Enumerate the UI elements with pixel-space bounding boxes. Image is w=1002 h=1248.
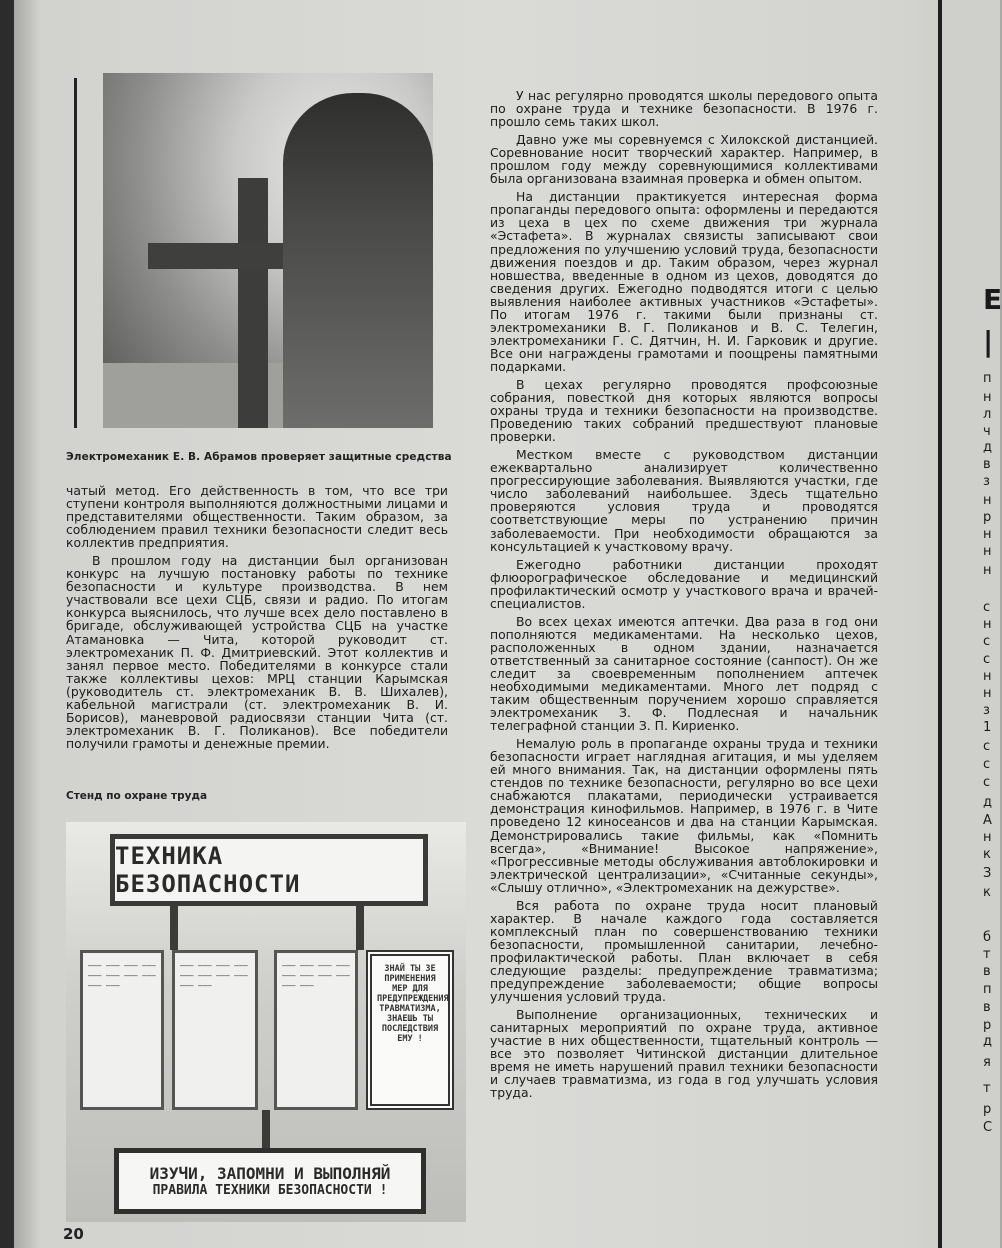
left-text-column [66,484,448,750]
margin-rule [74,78,77,428]
right-paragraph: У нас регулярно проводятся школы передового опыта по охране труда и технике безопасности. В 1976 г. прошло семь таких школ. [490,88,878,130]
next-page-fragment: н [983,493,992,508]
next-page-fragment: н [983,686,992,701]
next-page-fragment: я [983,1055,991,1070]
photo-safety-stand [66,822,466,1222]
next-page-fragment: н [983,563,992,578]
stand-header-text: ТЕХНИКА БЕЗОПАСНОСТИ [115,842,301,898]
stand-post [170,906,178,950]
next-page-fragment: б [983,930,992,945]
next-page-fragment: н [983,390,992,405]
right-paragraph: Выполнение организационных, технических и санитарных мероприятий по охране труда, активное участие в них общественности, тщательный контроль — все это позволяет Читинской дистанции длительное время не иметь нарушений правил техники безопасности и случаев травматизма, из года в год улучшать условия труда. [490,1007,878,1101]
next-page-fragment: с [983,600,991,615]
next-page-fragment: н [983,669,992,684]
stand-header-board [110,834,428,906]
right-paragraph: Немалую роль в пропаганде охраны труда и техники безопасности играет наглядная агитация, и мы уделяем ей много внимания. Так, на дистанции оформлены пять стендов по технике безопасности, регулярно во все цехи снабжаются плакатами, периодически устраивается демонстрация кинофильмов. Например, в 1976 г. в Чите проведено 12 киносеансов и два на станции Карымская. Демонстрировались такие фильмы, как «Помнить всегда», «Внимание! Высокое напряжение», «Прогрессивные методы обслуживания автоблокировки и электрической централизации», «Считанные секунды», «Слышу отлично», «Электромеханик на дежурстве». [490,736,878,895]
next-page-fragment: р [983,1102,992,1117]
next-page-fragment: н [983,617,992,632]
next-page-fragment: к [983,885,991,900]
stand-post [356,906,364,950]
stand-footer-board [114,1148,426,1214]
next-page-fragment: р [983,1018,992,1033]
next-page-fragment: с [983,652,991,667]
right-paragraph: Ежегодно работники дистанции проходят флюорографическое обследование и медицинский профилактический осмотр у участкового врача и врачей-специалистов. [490,556,878,611]
page-number: 20 [63,1225,84,1243]
stand-footer-line2: ПРАВИЛА ТЕХНИКИ БЕЗОПАСНОСТИ ! [152,1183,388,1198]
photo-person [283,93,433,428]
right-paragraph: Местком вместе с руководством дистанции ежеквартально анализирует количественно прогрессирующие заболевания. Выявляются участки, где число заболеваний наибольшее. Здесь тщательно проверяются условия труда и проводятся соответствующие меры по устранению причин заболеваемости. При необходимости обращаются за консультацией к участковому врачу. [490,447,878,554]
next-page-fragment: ч [983,424,991,439]
next-page-fragment: 1 [983,720,992,735]
photo-electromechanic [103,73,433,428]
next-page-fragment: з [983,703,990,718]
right-paragraph: Во всех цехах имеются аптечки. Два раза в год они пополняются медикаментами. На несколько цехов, расположенных в одном здании, назначается ответственный за санитарное состояние (санпост). Он же следит за своевременным пополнением аптечек необходимыми медикаментами. Много лет подряд с таким общественным поручением хорошо справляется электромеханик З. Ф. Подлесная и начальник телеграфной станции З. П. Кириенко. [490,613,878,734]
next-page-fragment: р [983,510,992,525]
left-paragraph: чатый метод. Его действенность в том, что все три ступени контроля выполняются должностными лицами и представителями общественности. Таким образом, за соблюдением правил техники безопасности следит весь коллектив предприятия. [66,483,448,551]
next-page-fragment: | [983,325,994,358]
next-page-fragment: с [983,775,991,790]
right-paragraph: В цехах регулярно проводятся профсоюзные собрания, повесткой дня которых являются вопросы охраны труда и техники безопасности на производстве. Проведению таких собраний предшествуют плановые проверки. [490,376,878,445]
stand-poster: ——— ——— ——— ——— ——— ——— ——— ——— ——— ——— [80,950,164,1110]
next-page-fragment: З [983,866,992,881]
next-page-fragment: д [983,440,992,455]
right-text-column [490,89,878,1099]
stand-poster: ——— ——— ——— ——— ——— ——— ——— ——— ——— ——— [172,950,258,1110]
next-page-fragment: с [983,739,991,754]
next-page-fragment: т [983,1081,991,1096]
next-page-fragment: Е [983,283,1002,316]
stand-poster-warning: ЗНАЙ ТЫ ЗЕ ПРИМЕНЕНИЯ МЕР ДЛЯ ПРЕДУПРЕЖДЕНИЯ ТРАВМАТИЗМА, ЗНАЕШЬ ТЫ ПОСЛЕДСТВИЯ ЕМУ ! [366,950,454,1110]
right-paragraph: Давно уже мы соревнуемся с Хилокской дистанцией. Соревнование носит творческий характер. Например, в прошлом году между соревнующимися коллективами была организована взаимная проверка и обмен опытом. [490,132,878,187]
photo1-caption: Электромеханик Е. В. Абрамов проверяет защитные средства [66,451,452,463]
right-paragraph: Вся работа по охране труда носит плановый характер. В начале каждого года составляется комплексный план по совершенствованию техники безопасности, промышленной санитарии, лечебно-профилактической работы. План включает в себя следующие разделы: предупреждение травматизма; предупреждение заболеваемости; общие вопросы улучшения условий труда. [490,897,878,1005]
photo2-caption: Стенд по охране труда [66,790,208,802]
stand-poster: ——— ——— ——— ——— ——— ——— ——— ——— ——— ——— [274,950,358,1110]
next-page-fragment: д [983,795,992,810]
next-page-fragment: д [983,1034,992,1049]
next-page-fragment: н [983,527,992,542]
next-page-fragment: з [983,474,990,489]
next-page-fragment: С [983,1120,993,1135]
next-page-fragment: н [983,544,992,559]
next-page-fragment: н [983,830,992,845]
right-paragraph: На дистанции практикуется интересная форма пропаганды передового опыта: оформлены и передаются из цеха в цех по схеме движения три журнала «Эстафета». В журналах связисты записывают свои предложения по улучшению условий труда, безопасности движения поездов и др. Таким образом, через журнал новшества, введенные в одном из цехов, доводятся до сведения других. Ежегодно подводятся итоги с целью выявления наиболее активных участников «Эстафеты». По итогам 1976 г. такими были признаны ст. электромеханики В. Г. Поликанов и В. С. Телегин, электромеханики Г. С. Дятчин, Н. И. Гарковик и другие. Все они награждены грамотами и поощрены памятными подарками. [490,189,878,374]
next-page-fragment: л [983,407,992,422]
next-page-fragment: к [983,847,991,862]
next-page-fragment: в [983,1000,991,1015]
next-page-fragment: в [983,457,991,472]
left-paragraph: В прошлом году на дистанции был организован конкурс на лучшую постановку работы по технике безопасности и культуре производства. В нем участвовали все цехи СЦБ, связи и радио. По итогам конкурса выяснилось, что лучше всех дело поставлено в бригаде, обслуживающей устройства СЦБ на участке Атамановка — Чита, которой руководит ст. электромеханик П. Ф. Дмитриевский. Этот коллектив и занял первое место. Победителями в конкурсе стали также коллективы цехов: МРЦ станции Карымская (руководитель ст. электромеханик В. В. Шихалев), кабельной магистрали (ст. электромеханик В. И. Борисов), маневровой радиосвязи станции Чита (ст. электромеханик В. Г. Поликанов). Все победители получили грамоты и денежные премии. [66,553,448,751]
next-page-fragment: т [983,947,991,962]
stand-post [262,1110,270,1148]
next-page-fragment: А [983,813,992,828]
next-page-fragment: с [983,634,991,649]
photo-post-vertical [238,178,268,428]
binding-shadow [0,0,14,1248]
stand-footer-line1: ИЗУЧИ, ЗАПОМНИ И ВЫПОЛНЯЙ [149,1164,391,1183]
next-page-fragment: с [983,757,991,772]
next-page-fragment: п [983,371,992,386]
next-page-fragment: п [983,982,992,997]
next-page-fragment: в [983,964,991,979]
